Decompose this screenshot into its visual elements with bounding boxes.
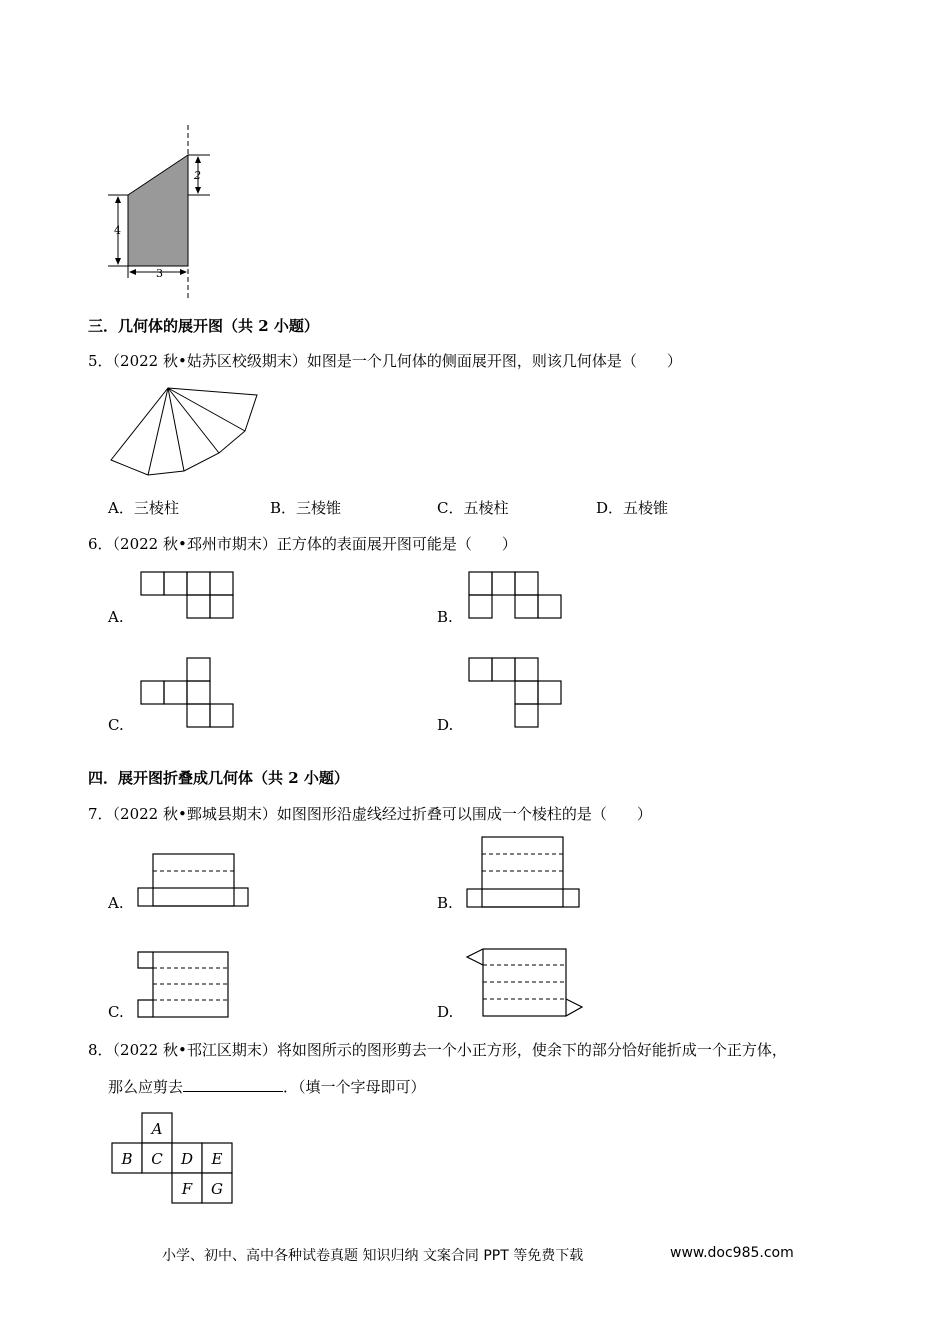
- q7-net-c: [136, 950, 232, 1020]
- q6-net-b: [468, 571, 564, 619]
- q6-option-b[interactable]: B.: [437, 608, 453, 626]
- question-8-stem-line1: 8．（2022 秋•邗江区期末）将如图所示的图形剪去一个小正方形，使余下的部分恰好能折成一个正方体，: [88, 1041, 787, 1059]
- q8-net-figure: [110, 1112, 236, 1204]
- dim-2-label: 2: [194, 169, 201, 182]
- cell-e-label: E: [211, 1150, 223, 1168]
- q6-net-d: [468, 657, 564, 729]
- shaded-shape: [128, 155, 188, 266]
- q5-option-d[interactable]: D．五棱锥: [596, 499, 669, 517]
- dim-3-label: 3: [156, 267, 163, 280]
- q6-option-d[interactable]: D.: [437, 716, 454, 734]
- section-3-heading: 三．几何体的展开图（共 2 小题）: [88, 317, 319, 335]
- q8-stem-before: 那么应剪去: [108, 1078, 184, 1096]
- cell-g-label: G: [211, 1180, 223, 1198]
- cell-b-label: B: [121, 1150, 133, 1168]
- q8-answer-blank[interactable]: [183, 1077, 283, 1092]
- q7-net-a: [136, 852, 252, 910]
- q6-net-c: [140, 657, 236, 729]
- q7-option-d[interactable]: D.: [437, 1003, 454, 1021]
- cell-d-label: D: [180, 1150, 194, 1168]
- q7-option-a[interactable]: A.: [108, 894, 124, 912]
- trapezoid-figure: [100, 120, 230, 300]
- question-6-stem: 6．（2022 秋•邳州市期末）正方体的表面展开图可能是（ ）: [88, 535, 517, 553]
- question-5-stem: 5．（2022 秋•姑苏区校级期末）如图是一个几何体的侧面展开图，则该几何体是（ ）: [88, 352, 682, 370]
- q8-stem-after: ．（填一个字母即可）: [283, 1078, 426, 1096]
- q5-option-a[interactable]: A．三棱柱: [108, 499, 179, 517]
- q7-net-d: [465, 947, 585, 1019]
- q5-fan-figure: [105, 385, 265, 480]
- footer-site-link[interactable]: www.doc985.com: [670, 1245, 794, 1261]
- question-7-stem: 7．（2022 秋•鄄城县期末）如图图形沿虚线经过折叠可以围成一个棱柱的是（ ）: [88, 805, 652, 823]
- question-8-stem-line2: [108, 1077, 426, 1097]
- q7-option-b[interactable]: B.: [437, 894, 453, 912]
- cell-c-label: C: [151, 1150, 163, 1168]
- q7-net-b: [465, 835, 583, 911]
- q5-option-c[interactable]: C．五棱柱: [437, 499, 509, 517]
- q6-option-c[interactable]: C.: [108, 716, 124, 734]
- q7-option-c[interactable]: C.: [108, 1003, 124, 1021]
- q5-option-b[interactable]: B．三棱锥: [270, 499, 342, 517]
- cell-f-label: F: [181, 1180, 193, 1198]
- q6-option-a[interactable]: A.: [108, 608, 124, 626]
- q6-net-a: [140, 571, 236, 619]
- section-4-heading: 四．展开图折叠成几何体（共 2 小题）: [88, 769, 349, 787]
- footer-text: 小学、初中、高中各种试卷真题 知识归纳 文案合同 PPT 等免费下载: [162, 1248, 584, 1264]
- dim-4-label: 4: [114, 224, 121, 237]
- cell-a-label: A: [151, 1120, 163, 1138]
